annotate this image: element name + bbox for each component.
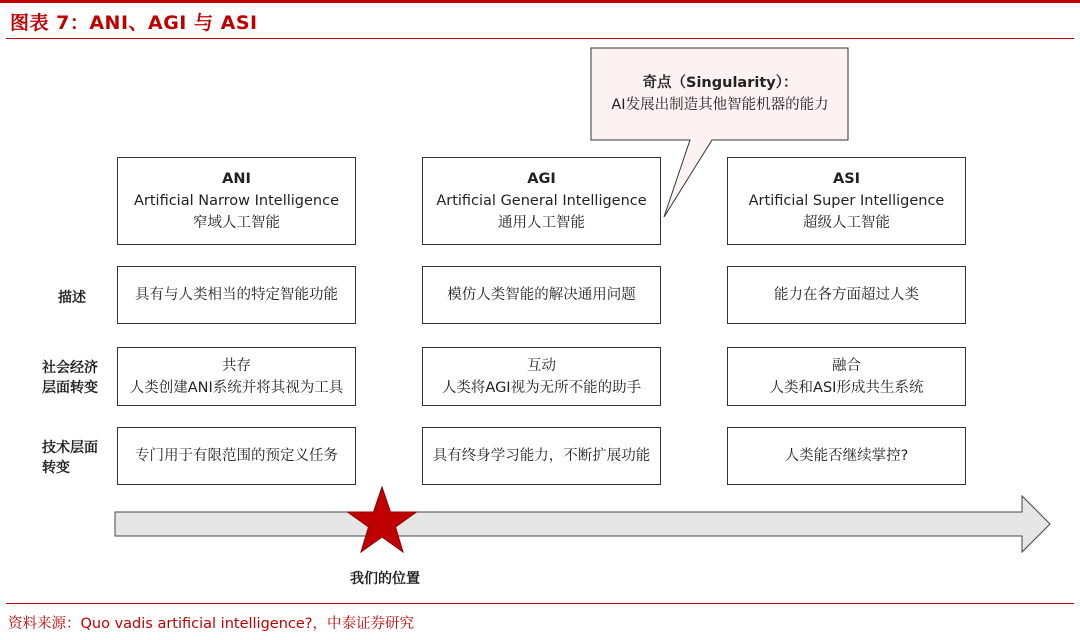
row-label-social-line1: 社会经济	[42, 360, 98, 376]
agi-description: 模仿人类智能的解决通用问题	[447, 287, 636, 303]
row-label-tech-line1: 技术层面	[42, 440, 98, 456]
ani-description: 具有与人类相当的特定智能功能	[135, 287, 338, 303]
row-label-social-line2: 层面转变	[42, 380, 98, 396]
asi-social-title: 融合	[832, 357, 861, 374]
asi-tech: 人类能否继续掌控?	[784, 448, 909, 464]
ani-tech: 专门用于有限范围的预定义任务	[135, 448, 338, 464]
ani-full-name: Artificial Narrow Intelligence	[133, 193, 340, 209]
agi-cn-name: 通用人工智能	[498, 215, 585, 231]
callout-heading: 奇点（Singularity）：	[642, 75, 798, 91]
agi-full-name: Artificial General Intelligence	[436, 193, 647, 209]
row-label-description: 描述	[58, 290, 86, 306]
source-note: 资料来源：Quo vadis artificial intelligence?，中泰证券研究	[8, 616, 414, 632]
ani-social-text: 人类创建ANI系统并将其视为工具	[129, 379, 344, 396]
bottom-red-rule	[6, 603, 1074, 604]
ani-cn-name: 窄域人工智能	[193, 215, 280, 231]
our-position-label: 我们的位置	[350, 571, 420, 587]
agi-social-title: 互动	[527, 357, 556, 374]
ani-abbr: ANI	[222, 171, 251, 187]
asi-description: 能力在各方面超过人类	[774, 287, 919, 303]
agi-abbr: AGI	[527, 171, 556, 187]
asi-cn-name: 超级人工智能	[803, 215, 890, 231]
ani-social-title: 共存	[222, 357, 251, 374]
timeline-arrow	[115, 496, 1050, 552]
asi-full-name: Artificial Super Intelligence	[748, 193, 945, 209]
agi-social-text: 人类将AGI视为无所不能的助手	[441, 379, 642, 396]
callout-text: AI发展出制造其他智能机器的能力	[611, 97, 829, 113]
row-label-tech-line2: 转变	[42, 460, 70, 476]
asi-abbr: ASI	[832, 171, 861, 187]
asi-social-text: 人类和ASI形成共生系统	[769, 379, 924, 396]
agi-tech: 具有终身学习能力，不断扩展功能	[432, 448, 651, 464]
figure-title: 图表 7：ANI、AGI 与 ASI	[10, 12, 258, 34]
current-position-star-icon	[348, 487, 417, 552]
